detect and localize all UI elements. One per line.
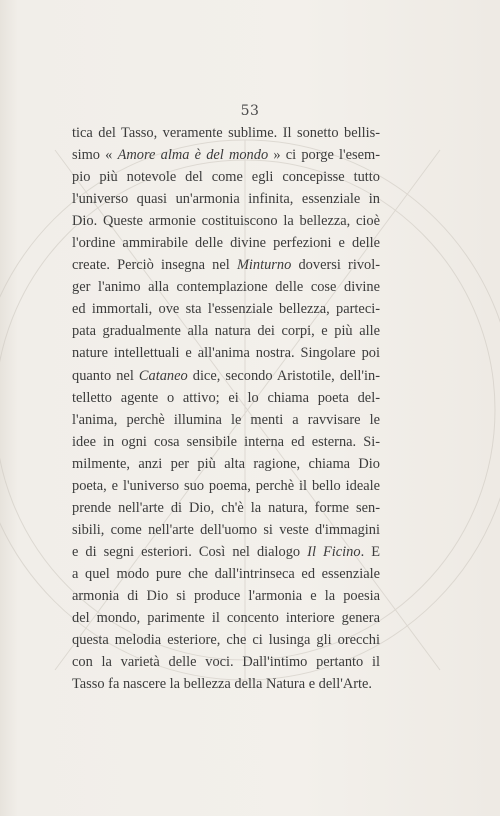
text-segment: a quel modo pure che dall'intrinseca ed essenziale [72,565,380,582]
italic-title: Amore alma è del mondo [117,147,269,164]
text-segment: prende nell'arte di Dio, ch'è la natura, forme sen- [72,499,380,516]
text-segment: . E [360,543,380,560]
text-line [72,519,380,541]
text-line [72,409,380,431]
page-number: 53 [240,103,260,119]
text-line [72,365,380,387]
text-line [72,651,380,673]
text-segment: poeta, e l'universo suo poema, perchè il bello ideale [72,477,380,494]
text-line [72,541,380,563]
text-segment: tica del Tasso, veramente sublime. Il sonetto bellis- [72,125,380,141]
text-line [72,673,380,695]
text-line [72,210,380,232]
text-line [72,629,380,651]
text-segment: ger l'animo alla contemplazione delle cose divine [72,279,380,296]
text-line [72,585,380,607]
text-line [72,563,380,585]
text-segment: ed immortali, ove sta l'essenziale bellezza, parteci- [72,301,380,318]
text-segment: doversi rivol- [291,257,380,274]
text-segment: Tasso fa nascere la bellezza della Natura e dell'Arte. [72,676,373,693]
text-line [72,387,380,409]
text-segment: l'anima, perchè illumina le menti a ravvisare le [72,411,380,428]
text-line [72,431,380,453]
text-segment: pata gradualmente alla natura dei corpi, e più alle [72,323,380,340]
text-segment: l'ordine ammirabile delle divine perfezioni e delle [72,235,380,252]
text-segment: telletto agente o attivo; ei lo chiama poeta del- [72,389,380,406]
text-segment: nature intellettuali e all'anima nostra. Singolare poi [72,345,380,362]
text-line [72,144,380,166]
text-segment: Dio. Queste armonie costituiscono la bellezza, cioè [72,213,380,230]
text-line [72,254,380,276]
text-segment: simo « [72,147,118,164]
text-line [72,232,380,254]
text-segment: armonia di Dio si produce l'armonia e la poesia [72,587,380,604]
text-line [72,497,380,519]
text-line [72,453,380,475]
text-line [72,122,380,144]
text-segment: quanto nel [72,367,139,384]
text-line [72,475,380,497]
text-line [72,276,380,298]
text-segment: » ci porge l'esem- [268,147,380,164]
text-segment: questa melodia esteriore, che ci lusinga gli orecchi [72,632,380,649]
text-segment: sibili, come nell'arte dell'uomo si veste d'immagini [72,521,380,538]
text-segment: con la varietà delle voci. Dall'intimo pertanto il [72,654,380,671]
text-segment: del mondo, parimente il concento interiore genera [72,610,380,627]
text-segment: pio più notevole del come egli concepisse tutto [72,169,380,186]
text-line [72,298,380,320]
text-segment: idee in ogni cosa sensibile interna ed esterna. Si- [72,433,380,450]
italic-title: Il Ficino [307,543,361,560]
text-segment: milmente, anzi per più alta ragione, chiama Dio [72,455,380,472]
italic-title: Cataneo [138,367,188,384]
text-line [72,166,380,188]
italic-title: Minturno [236,257,292,274]
text-segment: create. Perciò insegna nel [72,257,237,274]
text-line [72,607,380,629]
text-segment: l'universo quasi un'armonia infinita, essenziale in [72,191,380,208]
text-line [72,342,380,364]
text-segment: dice, secondo Aristotile, dell'in- [187,367,380,384]
body-text [72,122,380,695]
text-line [72,320,380,342]
text-line [72,188,380,210]
text-segment: e di segni esteriori. Così nel dialogo [72,543,308,560]
